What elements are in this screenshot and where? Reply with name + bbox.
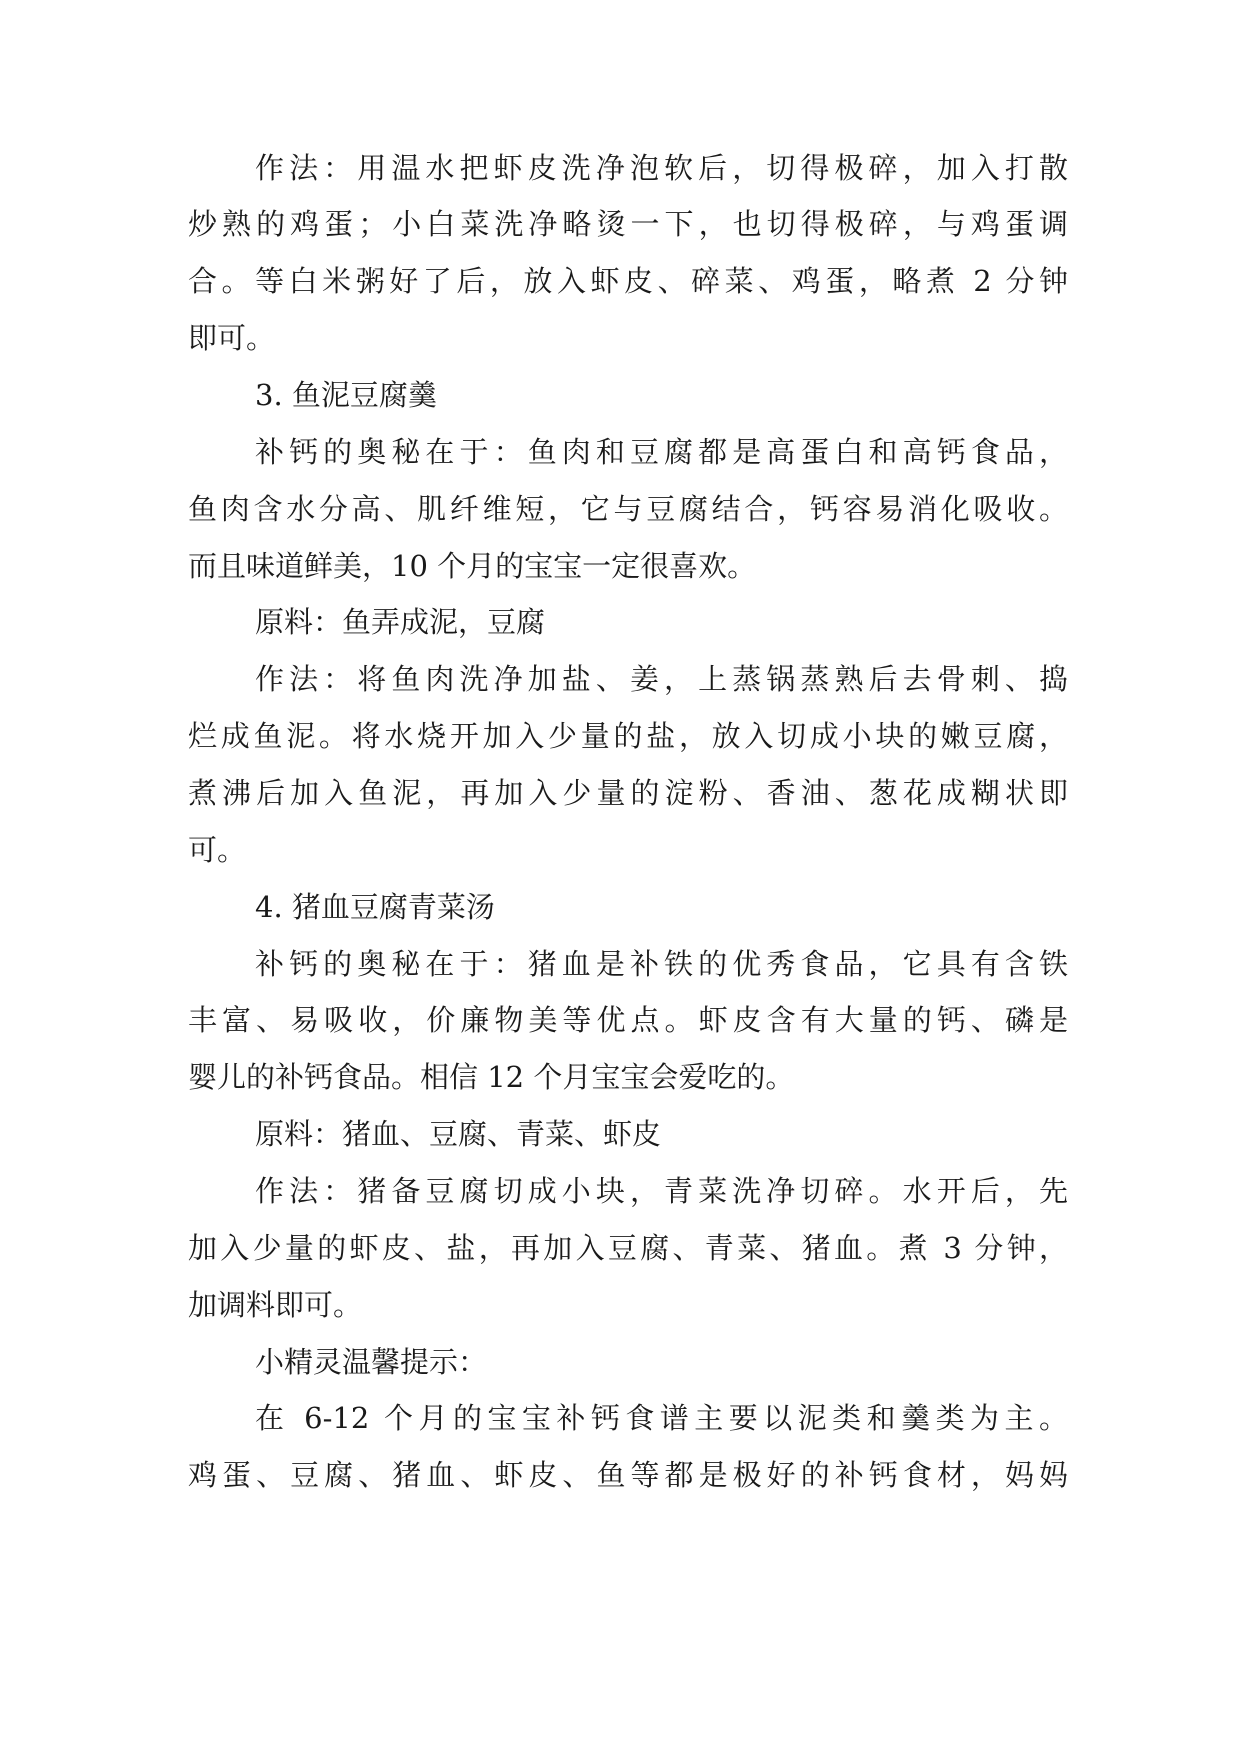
text-line: 煮沸后加入鱼泥，再加入少量的淀粉、香油、葱花成糊状即 — [188, 776, 1068, 810]
text-line: 小精灵温馨提示： — [255, 1345, 488, 1379]
text-line: 原料：猪血、豆腐、青菜、虾皮 — [255, 1117, 662, 1151]
text-line: 鱼肉含水分高、肌纤维短，它与豆腐结合，钙容易消化吸收。 — [188, 492, 1068, 526]
text-line: 丰富、易吸收，价廉物美等优点。虾皮含有大量的钙、磷是 — [188, 1003, 1068, 1037]
section-heading: 3. 鱼泥豆腐羹 — [255, 378, 437, 412]
text-line: 炒熟的鸡蛋；小白菜洗净略烫一下，也切得极碎，与鸡蛋调 — [188, 207, 1068, 241]
text-line: 鸡蛋、豆腐、猪血、虾皮、鱼等都是极好的补钙食材，妈妈 — [188, 1458, 1068, 1492]
text-line: 加入少量的虾皮、盐，再加入豆腐、青菜、猪血。煮 3 分钟， — [188, 1231, 1068, 1265]
text-line: 烂成鱼泥。将水烧开加入少量的盐，放入切成小块的嫩豆腐， — [188, 719, 1068, 753]
text-line: 婴儿的补钙食品。相信 12 个月宝宝会爱吃的。 — [188, 1060, 795, 1094]
text-line: 合。等白米粥好了后，放入虾皮、碎菜、鸡蛋，略煮 2 分钟 — [188, 264, 1068, 298]
text-line: 可。 — [188, 833, 247, 867]
text-line: 在 6-12 个月的宝宝补钙食谱主要以泥类和羹类为主。 — [255, 1401, 1068, 1435]
section-heading: 4. 猪血豆腐青菜汤 — [255, 890, 495, 924]
text-line: 原料：鱼弄成泥，豆腐 — [255, 605, 546, 639]
text-line: 作法：将鱼肉洗净加盐、姜，上蒸锅蒸熟后去骨刺、捣 — [255, 662, 1068, 696]
text-line: 作法：猪备豆腐切成小块，青菜洗净切碎。水开后，先 — [255, 1174, 1068, 1208]
text-line: 而且味道鲜美，10 个月的宝宝一定很喜欢。 — [188, 549, 757, 583]
text-line: 补钙的奥秘在于：鱼肉和豆腐都是高蛋白和高钙食品， — [255, 435, 1068, 469]
text-line: 作法：用温水把虾皮洗净泡软后，切得极碎，加入打散 — [255, 151, 1068, 185]
text-line: 补钙的奥秘在于：猪血是补铁的优秀食品，它具有含铁 — [255, 947, 1068, 981]
text-line: 即可。 — [188, 321, 276, 355]
text-line: 加调料即可。 — [188, 1288, 363, 1322]
